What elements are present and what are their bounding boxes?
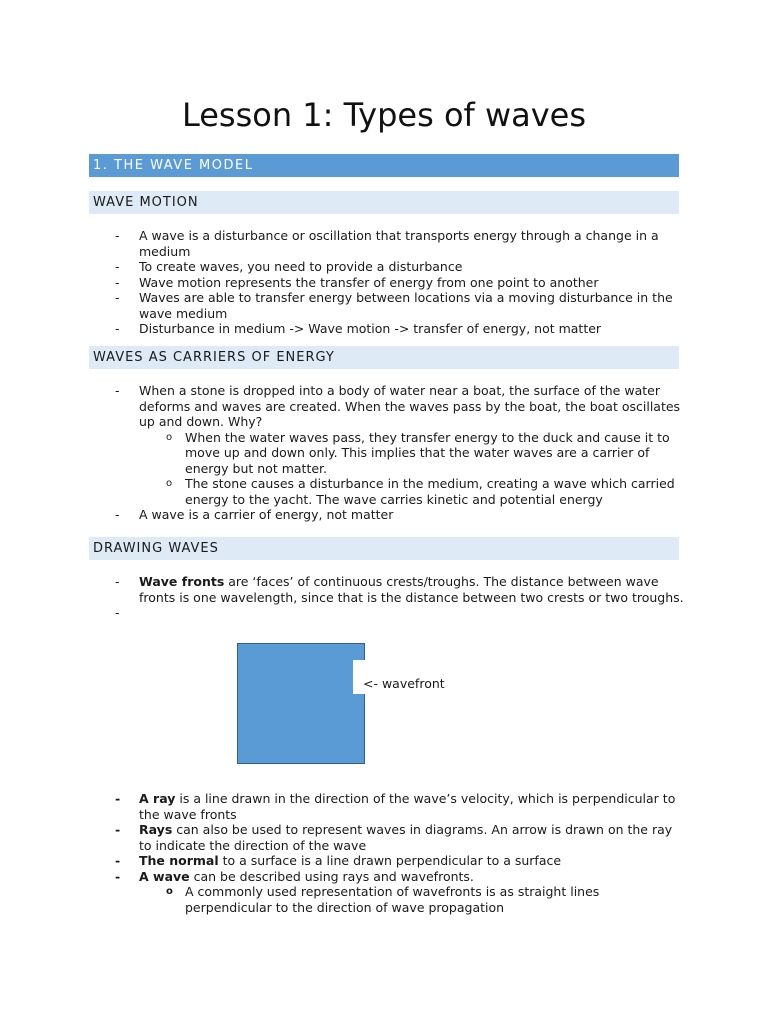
list-item-text: Wave motion represents the transfer of energy from one point to another bbox=[139, 274, 599, 290]
list-item-text: Disturbance in medium -> Wave motion -> transfer of energy, not matter bbox=[139, 321, 602, 336]
nested-list bbox=[139, 884, 685, 915]
bullet-dash: - bbox=[115, 228, 120, 243]
bullet-circle: o bbox=[166, 431, 173, 443]
wavefront-diagram-box bbox=[237, 643, 365, 764]
list-item-text: can be described using rays and wavefronts. bbox=[189, 868, 474, 884]
list-item bbox=[115, 791, 685, 822]
term-rays: Rays bbox=[139, 822, 173, 837]
term-a-wave: A wave bbox=[139, 868, 190, 884]
bullet-dash: - bbox=[115, 321, 120, 336]
nested-list-item bbox=[139, 430, 685, 477]
list-item-text: to a surface is a line drawn perpendicular to a surface bbox=[218, 853, 562, 868]
nested-list-item bbox=[139, 476, 685, 507]
list-item-text: A wave is a carrier of energy, not matter bbox=[139, 507, 394, 522]
nested-list bbox=[139, 430, 685, 508]
list-item-text: When a stone is dropped into a body of water near a boat, the surface of the water deforms and waves are created. When the waves pass by the boat, the boat oscillates up and down. Why? bbox=[139, 383, 681, 429]
rays-list bbox=[115, 791, 685, 915]
bullet-dash-bold: - bbox=[115, 868, 121, 884]
wave-motion-list bbox=[115, 228, 685, 337]
subheading-wave-motion: WAVE MOTION bbox=[89, 191, 679, 214]
subheading-drawing-waves: DRAWING WAVES bbox=[89, 537, 679, 560]
list-item-empty bbox=[115, 605, 685, 621]
drawing-waves-list bbox=[115, 574, 685, 621]
list-item-text: A commonly used representation of wavefronts is as straight lines perpendicular to the direction of wave propagation bbox=[185, 884, 600, 915]
list-item bbox=[115, 574, 685, 605]
bullet-dash-bold: - bbox=[115, 791, 121, 806]
list-item bbox=[115, 321, 685, 337]
list-item bbox=[115, 383, 685, 507]
list-item bbox=[115, 228, 685, 259]
nested-list-item bbox=[139, 884, 685, 915]
bullet-dash: - bbox=[115, 259, 120, 274]
bullet-dash-bold: - bbox=[115, 853, 121, 868]
bullet-dash: - bbox=[115, 383, 120, 398]
wavefront-label: <- wavefront bbox=[363, 676, 445, 691]
list-item-text: The stone causes a disturbance in the medium, creating a wave which carried energy to the yacht. The wave carries kinetic and potential energy bbox=[185, 476, 675, 507]
list-item bbox=[115, 275, 685, 291]
bullet-dash: - bbox=[115, 574, 120, 589]
section-heading-wave-model: 1. THE WAVE MODEL bbox=[89, 154, 679, 177]
list-item-text: A wave is a disturbance or oscillation that transports energy through a change in a medium bbox=[139, 228, 659, 259]
list-item bbox=[115, 869, 685, 916]
list-item-text: Waves are able to transfer energy between locations via a moving disturbance in the wave medium bbox=[139, 290, 673, 321]
bullet-circle: o bbox=[166, 478, 173, 489]
term-the-normal: The normal bbox=[139, 853, 219, 868]
list-item-text: To create waves, you need to provide a disturbance bbox=[139, 259, 463, 274]
list-item bbox=[115, 290, 685, 321]
bullet-circle-bold: o bbox=[166, 886, 173, 897]
bullet-dash: - bbox=[115, 274, 120, 290]
page-title: Lesson 1: Types of waves bbox=[181, 96, 587, 134]
term-wave-fronts: Wave fronts bbox=[139, 574, 225, 589]
subheading-waves-as-carriers: WAVES AS CARRIERS OF ENERGY bbox=[89, 346, 679, 369]
list-item-text: can also be used to represent waves in diagrams. An arrow is drawn on the ray to indicate the direction of the wave bbox=[139, 822, 673, 853]
term-a-ray: A ray bbox=[139, 791, 176, 806]
list-item bbox=[115, 507, 685, 523]
list-item-text: When the water waves pass, they transfer energy to the duck and cause it to move up and down only. This implies that the water waves are a carrier of energy but not matter. bbox=[185, 429, 670, 476]
list-item-text: is a line drawn in the direction of the wave’s velocity, which is perpendicular to the wave fronts bbox=[139, 791, 676, 822]
carriers-list bbox=[115, 383, 685, 523]
bullet-dash: - bbox=[115, 290, 120, 305]
list-item-text: are ‘faces’ of continuous crests/troughs. The distance between wave fronts is one wavelength, since that is the distance between two crests or two troughs. bbox=[139, 574, 684, 605]
bullet-dash: - bbox=[115, 605, 120, 620]
list-item bbox=[115, 259, 685, 275]
list-item bbox=[115, 822, 685, 853]
list-item bbox=[115, 853, 685, 869]
bullet-dash-bold: - bbox=[115, 822, 121, 837]
bullet-dash: - bbox=[115, 507, 120, 522]
